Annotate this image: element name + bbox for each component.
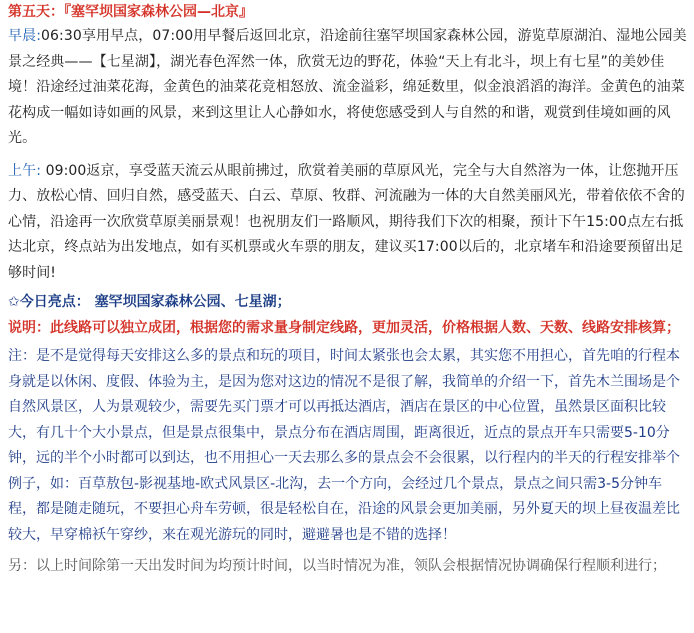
forenoon-paragraph <box>8 159 688 287</box>
spacer <box>8 152 688 159</box>
day-title: 第五天：『塞罕坝国家森林公园—北京』 <box>8 4 253 20</box>
morning-paragraph <box>8 24 688 152</box>
forenoon-text: 09:00返京，享受蓝天流云从眼前拂过，欣赏着美丽的草原风光，完全与大自然溶为一体，让您抛开压力、放松心情、回归自然，感受蓝天、白云、草原、牧群、河流融为一体的大自然美丽风光，带着依依不舍的心情，沿途再一次欣赏草原美丽景观！也祝朋友们一路顺风，期待我们下次的相聚，预计下午15:00点左右抵达北京，终点站为出发地点，如有买机票或火车票的朋友，建议买17:00以后的，北京堵车和沿途要预留出足够时间! <box>8 162 685 281</box>
highlight-line <box>8 289 688 315</box>
star-icon: ✩ <box>8 294 20 310</box>
morning-text: 06:30享用早点，07:00用早餐后返回北京，沿途前往塞罕坝国家森林公园，游览草原湖泊、湿地公园美景之经典——【七星湖】，湖光春色浑然一体，欣赏无边的野花，体验“天上有北斗，坝上有七星”的美妙佳境！沿途经过油菜花海，金黄色的油菜花竞相怒放、流金溢彩，绵延数里，似金浪滔滔的海洋。金黄色的油菜花构成一幅如诗如画的风景，来到这里让人心静如水，将使您感受到人与自然的和谐，观赏到佳境如画的风光。 <box>8 28 687 146</box>
note-text: 注：是不是觉得每天安排这么多的景点和玩的项目，时间太紧张也会太累，其实您不用担心，首先咱的行程本身就是以休闲、度假、体验为主，是因为您对这边的情况不是很了解，我简单的介绍一下，首先木兰围场是个自然风景区，人为景观较少，需要先买门票才可以再抵达酒店，酒店在景区的中心位置，虽然景区面积比较大，有几十个大小景点，但是景点很集中，景点分布在酒店周围，距离很近，近点的景点开车只需要5-10分钟，远的半个小时都可以到达，也不用担心一天去那么多的景点会不会很累，以行程内的半天的行程安排举个例子，如：百草敖包-影视基地-欧式风景区-北沟，去一个方向，会经过几个景点，景点之间只需3-5分钟车程，都是随走随玩，不要担心舟车劳顿，很是轻松自在，沿途的风景会更加美丽，另外夏天的坝上昼夜温差比较大，早穿棉袄午穿纱，来在观光游玩的同时，避避暑也是不错的选择！ <box>8 348 680 543</box>
forenoon-label: 上午: <box>8 162 42 179</box>
morning-label: 早晨: <box>8 28 42 44</box>
highlight-text: 今日亮点： 塞罕坝国家森林公园、七星湖； <box>19 294 291 310</box>
explanation-text: 说明：此线路可以独立成团，根据您的需求量身制定线路，更加灵活，价格根据人数、天数、线路安排核算； <box>8 320 680 336</box>
footer-note: 另：以上时间除第一天出发时间为均预计时间，以当时情况为准，领队会根据情况协调确保行程顺利进行； <box>8 558 666 574</box>
